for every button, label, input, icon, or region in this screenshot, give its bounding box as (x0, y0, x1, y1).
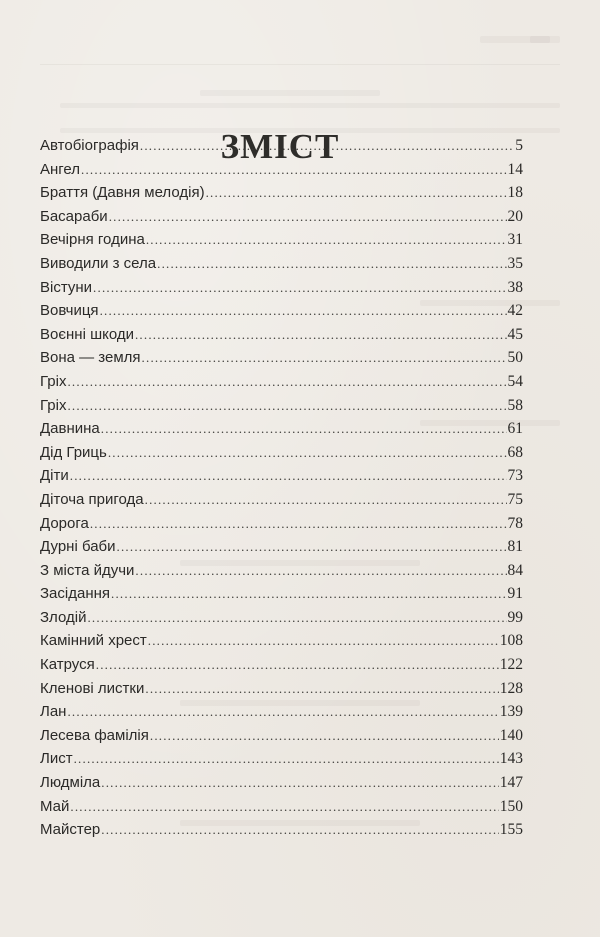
toc-entry (40, 488, 523, 512)
table-of-contents (40, 134, 523, 842)
toc-entry-page: 122 (499, 656, 523, 674)
toc-entry-page: 139 (499, 703, 523, 721)
toc-entry-page: 128 (499, 679, 523, 697)
bleed-page-number (530, 36, 560, 43)
dot-leader (101, 417, 507, 441)
dot-leader (135, 323, 507, 347)
toc-entry-page: 50 (507, 349, 523, 367)
toc-entry-title: Діти (40, 467, 69, 485)
toc-entry-title: З міста йдучи (40, 561, 135, 579)
toc-entry-page: 42 (507, 302, 523, 320)
toc-entry (40, 205, 523, 229)
toc-entry-page: 18 (507, 184, 523, 202)
toc-entry-page: 99 (507, 608, 523, 626)
dot-leader (90, 512, 507, 536)
toc-entry-page: 75 (507, 490, 523, 508)
toc-entry-title: Басараби (40, 207, 108, 225)
toc-entry-title: Воєнні шкоди (40, 325, 134, 343)
toc-entry-title: Гріх (40, 372, 67, 390)
toc-entry-title: Кленові листки (40, 679, 145, 697)
toc-entry-page: 81 (507, 538, 523, 556)
toc-entry (40, 158, 523, 182)
toc-entry-page: 58 (507, 396, 523, 414)
toc-entry-title: Вечірня година (40, 231, 145, 249)
toc-entry-page: 5 (515, 137, 523, 154)
toc-entry-page: 38 (507, 278, 523, 296)
toc-entry (40, 747, 523, 771)
toc-entry-title: Діточа пригода (40, 490, 144, 508)
toc-entry (40, 795, 523, 819)
toc-entry-title: Дорога (40, 514, 89, 532)
toc-entry (40, 417, 523, 441)
dot-leader (142, 346, 507, 370)
toc-entry-page: 45 (507, 325, 523, 343)
toc-entry (40, 370, 523, 394)
toc-entry-title: Гріх (40, 396, 67, 414)
dot-leader (157, 252, 506, 276)
toc-entry-title: Камінний хрест (40, 632, 147, 650)
dot-leader (135, 559, 506, 583)
toc-entry (40, 606, 523, 630)
toc-entry (40, 346, 523, 370)
toc-entry-page: 147 (499, 774, 523, 792)
toc-entry-page: 143 (499, 750, 523, 768)
dot-leader (117, 535, 507, 559)
toc-entry-title: Ангел (40, 160, 81, 178)
toc-entry (40, 700, 523, 724)
toc-entry-title: Злодій (40, 608, 87, 626)
toc-entry (40, 818, 523, 842)
page-title: ЗМІСТ (220, 127, 340, 167)
dot-leader (81, 158, 506, 182)
toc-entry-page: 20 (507, 207, 523, 225)
toc-entry-title: Автобіографія (40, 137, 139, 154)
toc-entry (40, 724, 523, 748)
toc-entry (40, 134, 523, 158)
toc-entry-title: Людміла (40, 774, 101, 792)
bleed-header (480, 36, 550, 43)
toc-entry-title: Дурні баби (40, 538, 116, 556)
toc-entry (40, 276, 523, 300)
toc-entry-page: 54 (507, 372, 523, 390)
toc-entry-title: Вона — земля (40, 349, 141, 367)
dot-leader (109, 205, 507, 229)
dot-leader (148, 629, 499, 653)
toc-entry-title: Дід Гриць (40, 443, 107, 461)
toc-entry (40, 228, 523, 252)
toc-entry (40, 771, 523, 795)
toc-entry-title: Лесева фамілія (40, 726, 149, 744)
bleed-block (60, 103, 560, 108)
toc-entry-page: 31 (507, 231, 523, 249)
toc-entry-page: 155 (499, 821, 523, 839)
toc-entry-page: 150 (499, 797, 523, 815)
toc-entry (40, 629, 523, 653)
toc-entry-page: 61 (507, 420, 523, 438)
toc-entry-page: 84 (507, 561, 523, 579)
toc-entry-title: Катруся (40, 656, 95, 674)
dot-leader (74, 747, 499, 771)
toc-entry-page: 78 (507, 514, 523, 532)
dot-leader (100, 299, 507, 323)
toc-entry-title: Лан (40, 703, 67, 721)
toc-entry-title: Виводили з села (40, 254, 157, 272)
toc-entry-page: 108 (499, 632, 523, 650)
dot-leader (108, 441, 507, 465)
dot-leader (146, 228, 507, 252)
toc-entry-title: Засідання (40, 585, 111, 603)
dot-leader (70, 464, 507, 488)
bleed-rule (40, 64, 560, 65)
toc-entry-title: Майстер (40, 821, 101, 839)
toc-entry-title: Браття (Давня мелодія) (40, 184, 205, 202)
toc-entry-page: 91 (507, 585, 523, 603)
dot-leader (101, 771, 498, 795)
toc-entry-page: 14 (507, 160, 523, 178)
dot-leader (140, 134, 514, 158)
toc-entry (40, 512, 523, 536)
toc-entry-title: Май (40, 797, 70, 815)
toc-entry-page: 68 (507, 443, 523, 461)
toc-entry (40, 653, 523, 677)
dot-leader (67, 394, 506, 418)
toc-entry (40, 394, 523, 418)
dot-leader (150, 724, 499, 748)
dot-leader (93, 276, 506, 300)
toc-entry (40, 535, 523, 559)
dot-leader (145, 677, 498, 701)
toc-entry (40, 252, 523, 276)
toc-entry (40, 181, 523, 205)
dot-leader (70, 795, 498, 819)
dot-leader (206, 181, 507, 205)
dot-leader (67, 700, 498, 724)
toc-entry-title: Вістуни (40, 278, 93, 296)
toc-entry (40, 559, 523, 583)
toc-entry-page: 140 (499, 726, 523, 744)
toc-entry (40, 299, 523, 323)
dot-leader (145, 488, 507, 512)
dot-leader (87, 606, 506, 630)
toc-entry (40, 464, 523, 488)
dot-leader (111, 582, 506, 606)
toc-entry-title: Вовчиця (40, 302, 99, 320)
toc-entry (40, 441, 523, 465)
dot-leader (67, 370, 506, 394)
toc-entry-title: Давнина (40, 420, 100, 438)
toc-entry-page: 35 (507, 254, 523, 272)
dot-leader (96, 653, 499, 677)
bleed-block (200, 90, 380, 96)
toc-entry-page: 73 (507, 467, 523, 485)
toc-entry (40, 323, 523, 347)
toc-entry-title: Лист (40, 750, 73, 768)
toc-entry (40, 582, 523, 606)
toc-entry (40, 677, 523, 701)
dot-leader (101, 818, 498, 842)
